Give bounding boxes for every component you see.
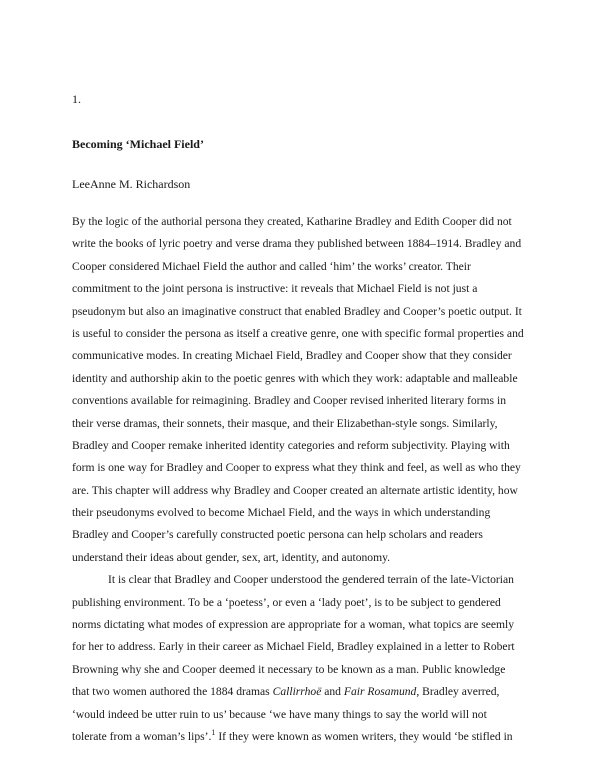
- text-run: , Bradley averred,: [416, 685, 500, 699]
- italic-title: Fair Rosamund: [343, 685, 417, 699]
- italic-title: Callirrhoë: [272, 685, 322, 699]
- text-line: form is one way for Bradley and Cooper to express what they think and feel, as well as who they: [72, 461, 521, 475]
- chapter-author: LeeAnne M. Richardson: [72, 177, 191, 191]
- text-line: Bradley and Cooper remake inherited identity categories and reform subjectivity. Playing with: [72, 438, 510, 452]
- text-line: is useful to consider the persona as itself a creative genre, one with specific formal properties and: [72, 326, 524, 340]
- paragraph-first-line: It is clear that Bradley and Cooper understood the gendered terrain of the late-Victorian: [108, 573, 514, 587]
- chapter-number: 1.: [72, 92, 81, 106]
- body-text: [72, 211, 532, 748]
- text-line: Browning why she and Cooper deemed it necessary to be known as a man. Public knowledge: [72, 662, 506, 676]
- text-line: [72, 681, 532, 703]
- text-line: write the books of lyric poetry and verse drama they published between 1884–1914. Bradley and: [72, 237, 522, 251]
- text-line: conventions available for reimagining. Bradley and Cooper revised inherited literary forms in: [72, 394, 506, 408]
- text-line: communicative modes. In creating Michael Field, Bradley and Cooper show that they consider: [72, 349, 512, 363]
- chapter-title: Becoming ‘Michael Field’: [72, 137, 204, 151]
- text-line: Bradley and Cooper’s carefully constructed poetic persona can help scholars and readers: [72, 528, 483, 542]
- text-run: that two women authored the 1884 dramas: [72, 685, 273, 699]
- footnote-marker[interactable]: 1: [211, 727, 216, 737]
- text-line: ‘would indeed be utter ruin to us’ because ‘we have many things to say the world will not: [72, 707, 487, 721]
- text-line: pseudonym but also an imaginative construct that enabled Bradley and Cooper’s poetic output. It: [72, 304, 522, 318]
- text-line: publishing environment. To be a ‘poetess’, or even a ‘lady poet’, is to be subject to gendered: [72, 595, 501, 609]
- text-line: norms dictating what modes of expression are appropriate for a woman, what topics are seemly: [72, 618, 515, 632]
- text-run: If they were known as women writers, they would ‘be stifled in: [215, 729, 513, 743]
- text-line: commitment to the joint persona is instructive: it reveals that Michael Field is not just a: [72, 282, 478, 296]
- text-line: are. This chapter will address why Bradley and Cooper created an alternate artistic identity, how: [72, 483, 518, 497]
- text-line: for her to address. Early in their career as Michael Field, Bradley explained in a letter to Robert: [72, 640, 515, 654]
- text-line: By the logic of the authorial persona they created, Katharine Bradley and Edith Cooper did not: [72, 215, 512, 228]
- text-line: their verse dramas, their sonnets, their masque, and their Elizabethan-style songs. Similarly,: [72, 416, 498, 430]
- text-line: Cooper considered Michael Field the author and called ‘him’ the works’ creator. Their: [72, 259, 471, 273]
- text-run: and: [321, 685, 344, 699]
- text-line: [72, 726, 532, 748]
- text-line: identity and authorship akin to the poetic genres with which they work: adaptable and malleable: [72, 371, 518, 385]
- text-line: their pseudonyms evolved to become Michael Field, and the ways in which understanding: [72, 506, 491, 520]
- text-line: understand their ideas about gender, sex, art, identity, and autonomy.: [72, 550, 391, 564]
- text-run: tolerate from a woman’s lips’.: [72, 729, 212, 743]
